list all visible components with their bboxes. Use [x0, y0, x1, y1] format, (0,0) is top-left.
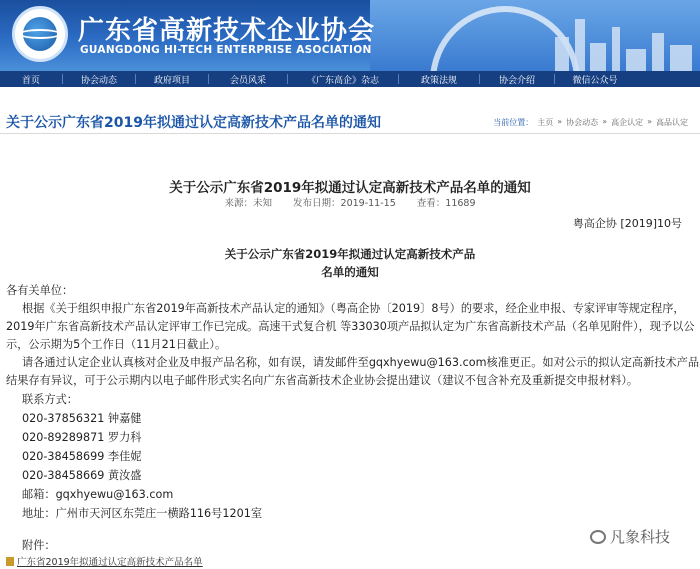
contact-email: 邮箱：gqxhyewu@163.com	[22, 488, 174, 501]
main-nav	[0, 71, 700, 87]
banner-building	[652, 33, 664, 71]
nav-item-gov-projects[interactable]: 政府项目	[153, 75, 190, 86]
document-heading: 关于公示广东省2019年拟通过认定高新技术产品	[224, 247, 476, 261]
banner-building	[670, 45, 692, 71]
paragraph-line: 根据《关于组织申报广东省2019年高新技术产品认定的通知》（粤高企协〔2019〕8号）的要求，经企业申报、专家评审等规定程序，	[22, 302, 685, 315]
nav-item-magazine[interactable]: 《广东高企》杂志	[306, 75, 379, 86]
breadcrumb-hte-cert[interactable]: 高企认定	[611, 118, 644, 127]
logo-ring	[19, 29, 61, 39]
nav-item-news[interactable]: 协会动态	[80, 75, 117, 86]
page-header	[0, 108, 700, 134]
attachment-label: 附件：	[22, 539, 56, 552]
watermark	[590, 526, 670, 547]
breadcrumb	[493, 117, 688, 128]
nav-item-about[interactable]: 协会介绍	[498, 75, 535, 86]
paragraph-line: 结果存有异议，可于公示期内以电子邮件形式实名向广东省高新技术企业协会提出建议（建议不包含补充及重新提交申报材料）。	[6, 374, 639, 387]
banner-building	[626, 49, 646, 71]
nav-item-wechat[interactable]: 微信公众号	[572, 75, 618, 86]
site-subtitle: GUANGDONG HI-TECH ENTERPRISE ASOCIATION	[80, 44, 372, 56]
paragraph-line: 2019年广东省高新技术产品认定评审工作已完成。高速干式复合机 等33030项产品拟认定为广东省高新技术产品（名单见附件），现予以公	[6, 320, 695, 333]
breadcrumb-news[interactable]: 协会动态	[566, 118, 599, 127]
site-title: 广东省高新技术企业协会	[78, 16, 376, 46]
watermark-text: 凡象科技	[610, 528, 671, 546]
contact-label: 联系方式：	[22, 393, 78, 406]
breadcrumb-label: 当前位置：	[493, 118, 534, 127]
nav-item-members[interactable]: 会员风采	[229, 75, 266, 86]
paragraph-line: 请各通过认定企业认真核对企业及申报产品名称，如有误，请发邮件至gqxhyewu@163.com核准更正。如对公示的拟认定高新技术产品	[22, 356, 700, 369]
page-title: 关于公示广东省2019年拟通过认定高新技术产品名单的通知	[6, 115, 381, 131]
salutation: 各有关单位：	[6, 284, 74, 297]
breadcrumb-separator: »	[602, 117, 608, 126]
association-logo[interactable]	[12, 6, 68, 62]
attachment-link[interactable]	[6, 554, 203, 568]
contact-phone: 020-38458669 黄汝盛	[22, 469, 142, 482]
article-title: 关于公示广东省2019年拟通过认定高新技术产品名单的通知	[169, 180, 531, 196]
contact-phone: 020-89289871 罗力科	[22, 431, 142, 444]
breadcrumb-separator: »	[557, 117, 563, 126]
banner-building	[612, 27, 620, 71]
contact-phone: 020-37856321 钟嘉健	[22, 412, 142, 425]
nav-item-home[interactable]: 首页	[21, 75, 40, 86]
breadcrumb-home[interactable]: 主页	[537, 118, 554, 127]
breadcrumb-separator: »	[647, 117, 652, 126]
paragraph-line: 示，公示期为5个工作日（11月21日截止）。	[6, 338, 227, 351]
banner-building	[590, 43, 606, 71]
document-heading: 名单的通知	[321, 265, 379, 279]
banner-building	[575, 19, 585, 71]
article-views: 查看：11689	[416, 198, 476, 209]
file-icon	[6, 557, 14, 566]
wechat-icon	[590, 530, 606, 544]
banner-building	[555, 37, 569, 71]
site-banner	[0, 0, 700, 71]
article-date: 发布日期：2019-11-15	[293, 198, 396, 209]
article-meta	[0, 195, 700, 209]
nav-item-policies[interactable]: 政策法规	[420, 75, 457, 86]
attachment-link-text[interactable]: 广东省2019年拟通过认定高新技术产品名单	[17, 557, 203, 568]
breadcrumb-product-cert[interactable]: 高品认定	[656, 118, 688, 127]
article-source: 来源：未知	[224, 198, 272, 209]
contact-address: 地址：广州市天河区东莞庄一横路116号1201室	[22, 507, 263, 520]
contact-phone: 020-38458699 李佳妮	[22, 450, 142, 463]
document-number: 粤高企协 [2019]10号	[572, 217, 682, 230]
